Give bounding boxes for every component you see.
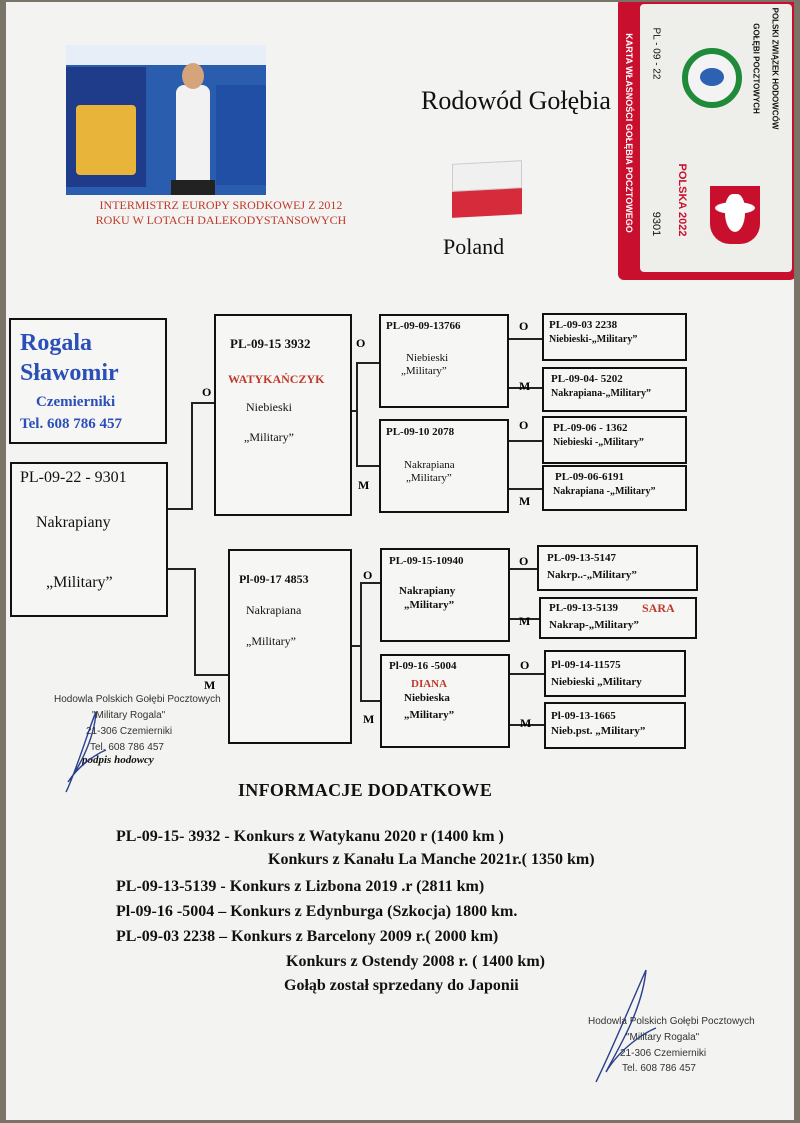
ggp-6-ring: PL-09-13-5139 bbox=[549, 602, 619, 614]
connector bbox=[360, 700, 380, 702]
stamp1-line4: Tel. 608 786 457 bbox=[90, 742, 164, 753]
gp-mm-line: „Military” bbox=[404, 709, 455, 721]
gp-fm-line: „Military” bbox=[406, 472, 452, 484]
info-line: PL-09-15- 3932 - Konkurs z Watykanu 2020 r (1400 km ) bbox=[116, 828, 504, 845]
signature1-icon bbox=[46, 702, 116, 802]
dam-marker: M bbox=[363, 712, 375, 726]
sire-marker: O bbox=[202, 385, 212, 399]
subject-line: „Military” bbox=[46, 574, 113, 591]
connector bbox=[194, 674, 228, 676]
gp-fm-color: Nakrapiana bbox=[404, 459, 455, 471]
card-ring-prefix: PL - 09 - 22 bbox=[650, 27, 662, 80]
award-photo bbox=[66, 45, 266, 195]
gp-mf-color: Nakrapiany bbox=[399, 585, 456, 597]
info-line: Pl-09-16 -5004 – Konkurs z Edynburga (Szkocja) 1800 km. bbox=[116, 903, 518, 920]
info-line: Gołąb został sprzedany do Japonii bbox=[284, 977, 519, 994]
father-ring: PL-09-15 3932 bbox=[230, 336, 311, 351]
gp-ff-line: „Military” bbox=[401, 365, 447, 377]
connector bbox=[191, 402, 193, 510]
breeder-signature-label: podpis hodowcy bbox=[82, 754, 154, 766]
dam-marker: M bbox=[520, 716, 532, 730]
pedigree-sheet bbox=[6, 2, 794, 1120]
connector bbox=[356, 362, 358, 466]
connector bbox=[356, 465, 379, 467]
stamp2-line1: Hodowla Polskich Gołębi Pocztowych bbox=[588, 1016, 755, 1027]
gp-mf-line: „Military” bbox=[404, 599, 455, 611]
info-line: PL-09-13-5139 - Konkurs z Lizbona 2019 .r (2811 km) bbox=[116, 878, 485, 895]
white-eagle-emblem-icon bbox=[710, 186, 760, 244]
subject-color: Nakrapiany bbox=[36, 514, 111, 531]
ggp-7-ring: Pl-09-14-11575 bbox=[551, 659, 621, 671]
gp-mm-name: DIANA bbox=[411, 678, 448, 690]
subject-ring: PL-09-22 - 9301 bbox=[20, 469, 127, 486]
ggp-1-desc: Niebieski-„Military” bbox=[549, 334, 638, 345]
father-name: WATYKAŃCZYK bbox=[228, 372, 325, 386]
poland-flag-icon bbox=[452, 160, 522, 216]
info-line: PL-09-03 2238 – Konkurs z Barcelony 2009 r.( 2000 km) bbox=[116, 928, 499, 945]
connector bbox=[509, 338, 542, 340]
dam-marker: M bbox=[519, 494, 531, 508]
page-title: Rodowód Gołębia bbox=[421, 86, 611, 115]
dam-marker: M bbox=[519, 379, 531, 393]
gp-mm-ring: Pl-09-16 -5004 bbox=[389, 660, 457, 672]
card-number: 9301 bbox=[650, 211, 662, 237]
connector bbox=[168, 508, 192, 510]
signature2-icon bbox=[576, 962, 666, 1092]
sire-marker: O bbox=[519, 554, 529, 568]
owner-first-line: Rogala bbox=[20, 330, 92, 356]
owner-city: Czemierniki bbox=[36, 394, 116, 410]
gp-fm-ring: PL-09-10 2078 bbox=[386, 426, 455, 438]
ggp-8-ring: Pl-09-13-1665 bbox=[551, 710, 616, 722]
stamp2-line3: 21-306 Czemierniki bbox=[620, 1048, 707, 1059]
ggp-1-ring: PL-09-03 2238 bbox=[549, 319, 618, 331]
sire-marker: O bbox=[519, 418, 529, 432]
ggp-4-ring: PL-09-06-6191 bbox=[555, 471, 625, 483]
card-org-line2: GOŁĘBI POCZTOWYCH bbox=[751, 23, 761, 114]
ggp-2-ring: PL-09-04- 5202 bbox=[551, 373, 623, 385]
stamp2-line4: Tel. 608 786 457 bbox=[622, 1063, 696, 1074]
ownership-card bbox=[618, 2, 794, 280]
connector bbox=[360, 582, 362, 702]
stamp1-line1: Hodowla Polskich Gołębi Pocztowych bbox=[54, 694, 221, 705]
ggp-7-desc: Niebieski „Military bbox=[551, 676, 642, 688]
mother-line: „Military” bbox=[246, 634, 296, 648]
connector bbox=[510, 673, 544, 675]
dam-marker: M bbox=[519, 614, 531, 628]
connector bbox=[194, 568, 196, 676]
father-color: Niebieski bbox=[246, 400, 292, 414]
ggp-3-desc: Niebieski -„Military” bbox=[553, 437, 644, 448]
father-line: „Military” bbox=[244, 430, 294, 444]
ggp-7-box bbox=[544, 650, 686, 697]
stamp1-line3: 21-306 Czemierniki bbox=[86, 726, 173, 737]
connector bbox=[509, 488, 542, 490]
ggp-4-desc: Nakrapiana -„Military” bbox=[553, 486, 656, 497]
sire-marker: O bbox=[519, 319, 529, 333]
card-org-line1: POLSKI ZWIĄZEK HODOWCÓW bbox=[770, 7, 780, 130]
mother-ring: Pl-09-17 4853 bbox=[239, 572, 309, 586]
dam-marker: M bbox=[204, 678, 216, 692]
connector bbox=[168, 568, 196, 570]
info-line: Konkurs z Kanału La Manche 2021r.( 1350 km) bbox=[268, 851, 595, 868]
stamp1-line2: "Military Rogala" bbox=[92, 710, 166, 721]
ggp-2-desc: Nakrapiana-„Military” bbox=[551, 388, 651, 399]
sire-marker: O bbox=[356, 336, 366, 350]
photo-caption-line2: ROKU W LOTACH DALEKODYSTANSOWYCH bbox=[95, 213, 347, 227]
mother-color: Nakrapiana bbox=[246, 603, 302, 617]
owner-phone: Tel. 608 786 457 bbox=[20, 416, 122, 432]
connector bbox=[356, 362, 379, 364]
info-line: Konkurs z Ostendy 2008 r. ( 1400 km) bbox=[286, 953, 545, 970]
owner-second-line: Sławomir bbox=[20, 360, 119, 386]
sire-marker: O bbox=[520, 658, 530, 672]
card-title: KARTA WŁASNOŚCI GOŁĘBIA POCZTOWEGO bbox=[624, 33, 634, 233]
ggp-6-desc: Nakrap-„Military” bbox=[549, 619, 639, 631]
gp-mf-ring: PL-09-15-10940 bbox=[389, 555, 464, 567]
ggp-5-desc: Nakrp..-„Military” bbox=[547, 569, 637, 581]
sire-marker: O bbox=[363, 568, 373, 582]
connector bbox=[191, 402, 214, 404]
gp-ff-ring: PL-09-09-13766 bbox=[386, 320, 461, 332]
pzhgp-logo-icon bbox=[682, 48, 742, 108]
card-year-label: POLSKA 2022 bbox=[676, 163, 688, 237]
gp-mm-color: Niebieska bbox=[404, 692, 450, 704]
info-heading: INFORMACJE DODATKOWE bbox=[238, 780, 493, 800]
photo-caption-line1: INTERMISTRZ EUROPY SRODKOWEJ Z 2012 bbox=[99, 198, 343, 212]
ggp-8-desc: Nieb.pst. „Military” bbox=[551, 725, 646, 737]
country-label: Poland bbox=[443, 234, 505, 259]
dam-marker: M bbox=[358, 478, 370, 492]
gp-ff-color: Niebieski bbox=[406, 352, 449, 364]
stamp2-line2: "Military Rogala" bbox=[626, 1032, 700, 1043]
ggp-3-ring: PL-09-06 - 1362 bbox=[553, 422, 628, 434]
ggp-6-name: SARA bbox=[642, 601, 675, 615]
connector bbox=[509, 440, 542, 442]
ggp-5-ring: PL-09-13-5147 bbox=[547, 552, 617, 564]
